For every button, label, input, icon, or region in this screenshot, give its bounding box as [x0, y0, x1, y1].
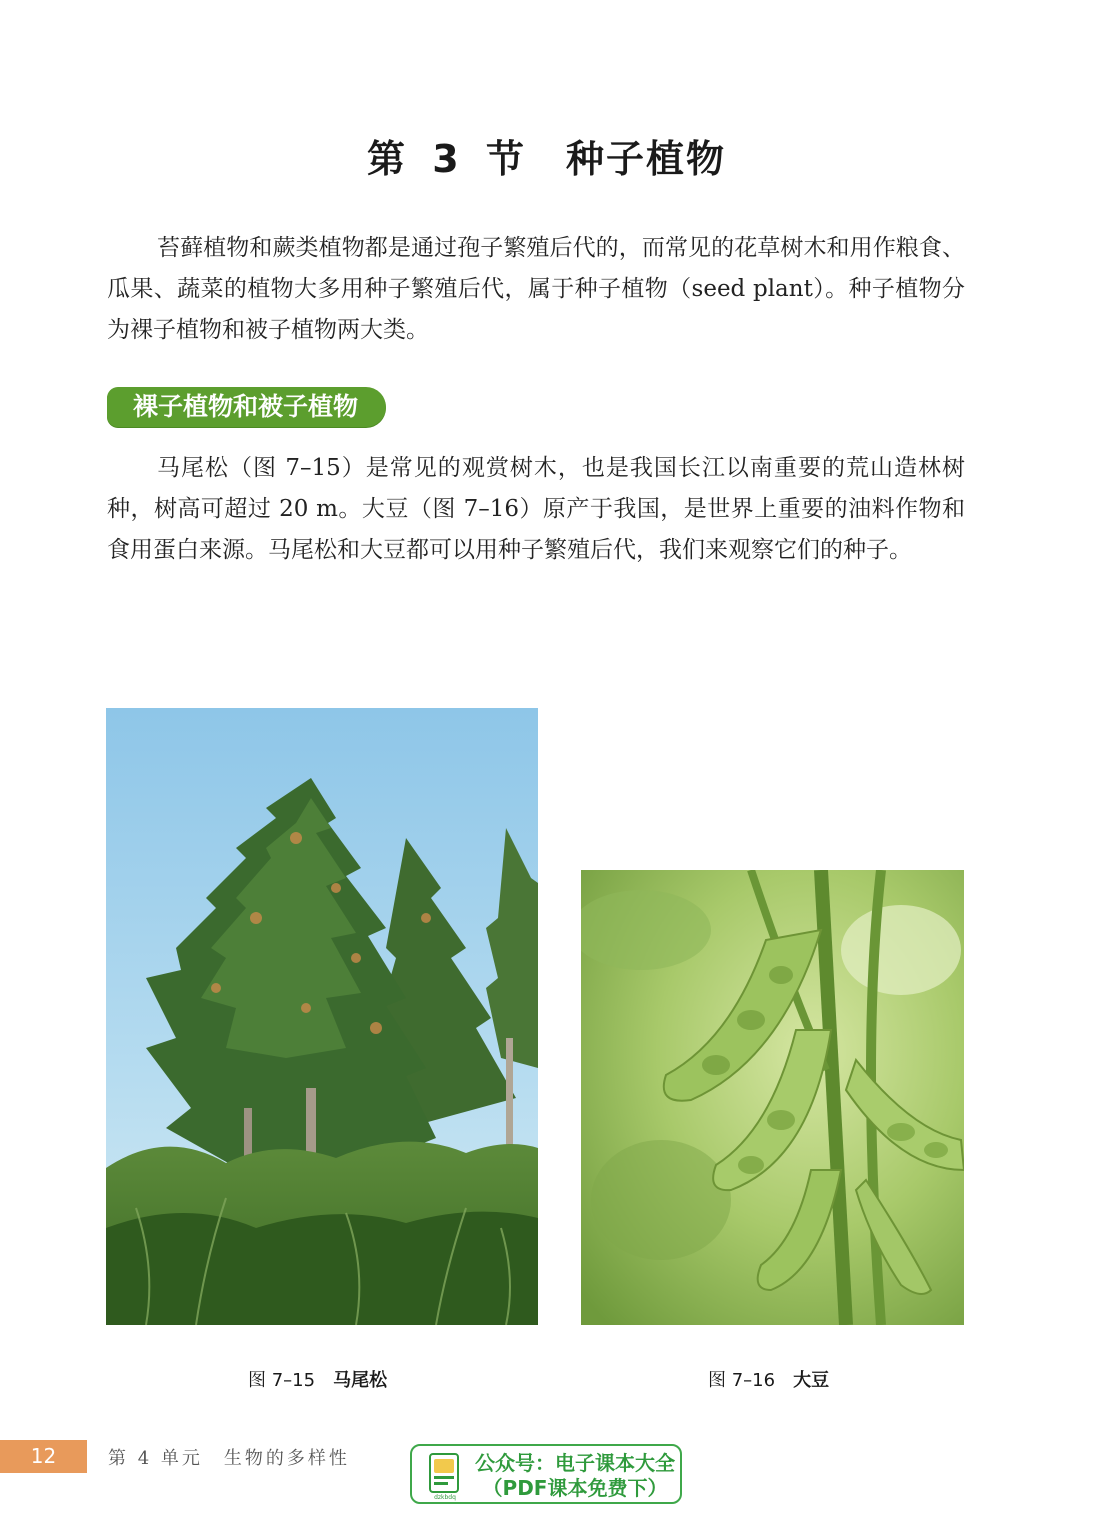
- figure-name: 马尾松: [333, 1370, 388, 1391]
- figure-caption-soybean: [708, 1366, 829, 1392]
- unit-footer-text: 第 4 单元 生物的多样性: [108, 1448, 350, 1469]
- figure-number: 图 7–15: [248, 1370, 316, 1391]
- figure-name: 大豆: [793, 1370, 830, 1391]
- watermark-banner: [410, 1444, 682, 1504]
- book-logo-icon: [420, 1451, 470, 1501]
- intro-paragraph: 苔藓植物和蕨类植物都是通过孢子繁殖后代的，而常见的花草树木和用作粮食、瓜果、蔬菜的植物大多用种子繁殖后代，属于种子植物（seed plant）。种子植物分为裸子植物和被子植物两大类。: [107, 235, 965, 343]
- watermark-line2: （PDF课本免费下）: [482, 1476, 668, 1500]
- figure-number: 图 7–16: [708, 1370, 776, 1391]
- soybean-photo: [581, 870, 964, 1325]
- page-number: 12: [0, 1440, 87, 1473]
- figure-caption-pine: [248, 1366, 387, 1392]
- section-heading: 裸子植物和被子植物: [107, 387, 386, 427]
- watermark-line1: 公众号：电子课本大全: [475, 1451, 675, 1475]
- svg-text:dzkbdq: dzkbdq: [434, 1494, 456, 1501]
- page-title: 第 3 节 种子植物: [367, 137, 726, 181]
- body-paragraph: 马尾松（图 7–15）是常见的观赏树木，也是我国长江以南重要的荒山造林树种，树高可超过 20 m。大豆（图 7–16）原产于我国，是世界上重要的油料作物和食用蛋白来源。马尾松和大豆都可以用种子繁殖后代，我们来观察它们的种子。: [107, 455, 965, 563]
- pine-photo: [106, 708, 538, 1325]
